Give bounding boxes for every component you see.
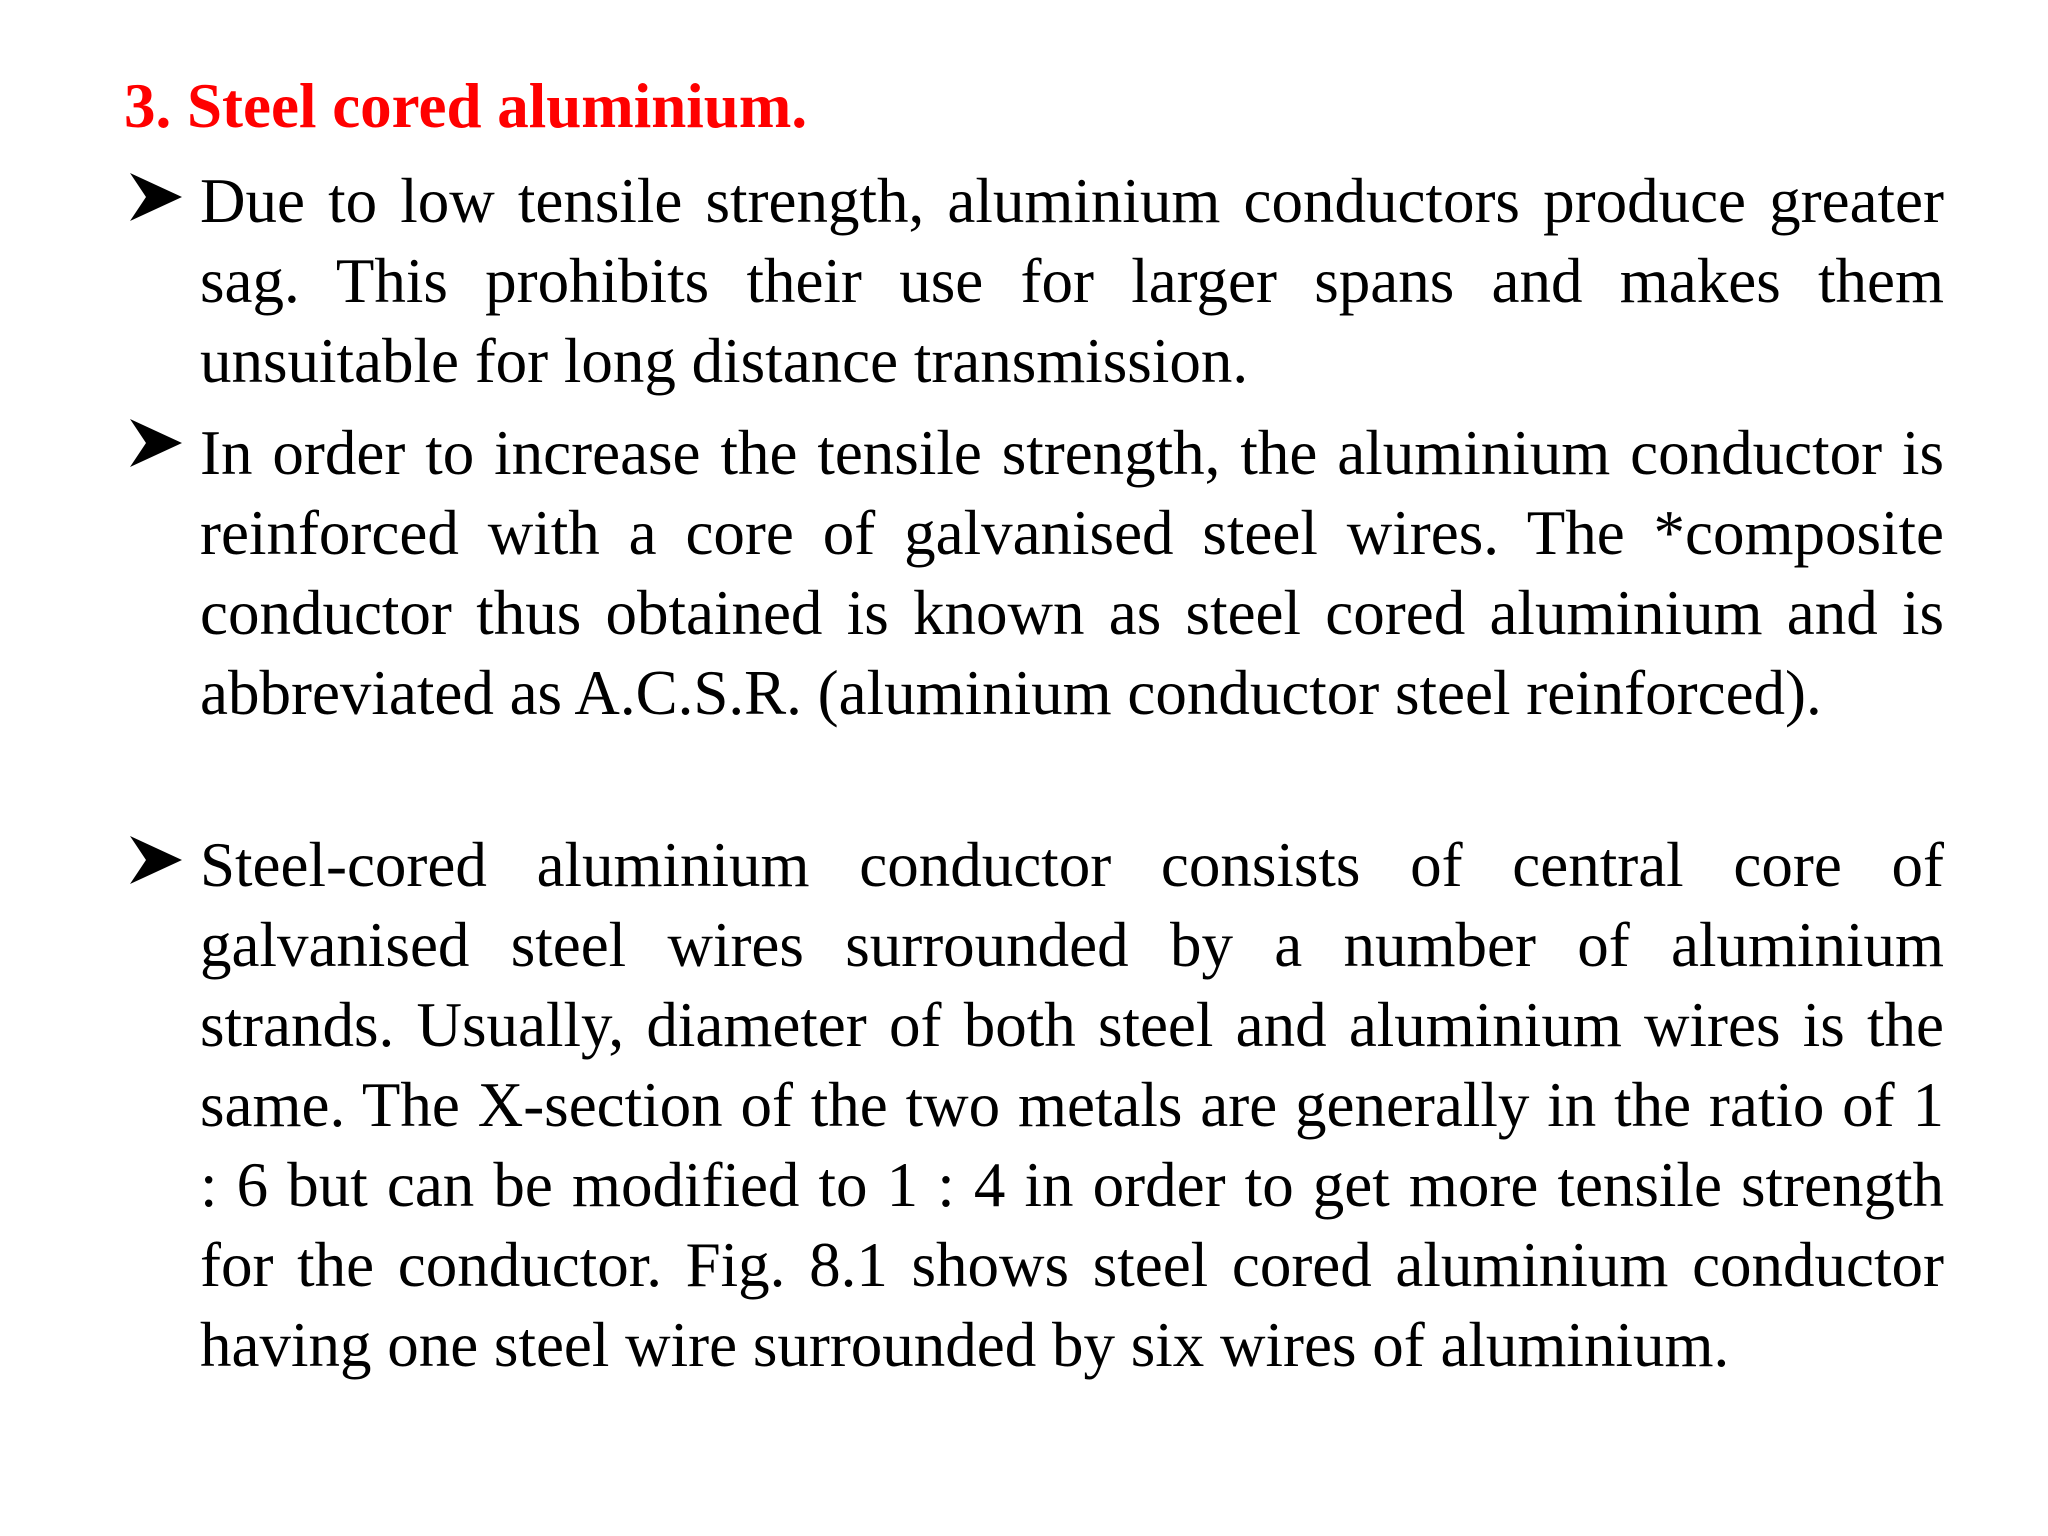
arrowhead-bullet-icon — [128, 417, 184, 469]
bullet-item — [124, 825, 1944, 1385]
arrowhead-bullet-icon — [128, 171, 184, 223]
bullet-item — [124, 413, 1944, 733]
bullet-item — [124, 161, 1944, 401]
bullet-text: Due to low tensile strength, aluminium conductors produce greater sag. This prohibits their use for larger spans and makes them unsuitable for long distance transmission. — [200, 166, 1944, 396]
arrowhead-bullet-icon — [128, 834, 184, 886]
bullet-text: In order to increase the tensile strength, the aluminium conductor is reinforced with a core of galvanised steel wires. The *composite conductor thus obtained is known as steel cored aluminium and is abbreviated as A.C.S.R. (aluminium conductor steel reinforced). — [200, 418, 1944, 728]
bullet-text: Steel-cored aluminium conductor consists of central core of galvanised steel wires surrounded by a number of aluminium strands. Usually, diameter of both steel and aluminium wires is the same. The X-section of the two metals are generally in the ratio of 1 : 6 but can be modified to 1 : 4 in order to get more tensile strength for the conductor. Fig. 8.1 shows steel cored aluminium conductor having one steel wire surrounded by six wires of aluminium. — [200, 830, 1944, 1380]
slide-title: 3. Steel cored aluminium. — [124, 71, 808, 141]
